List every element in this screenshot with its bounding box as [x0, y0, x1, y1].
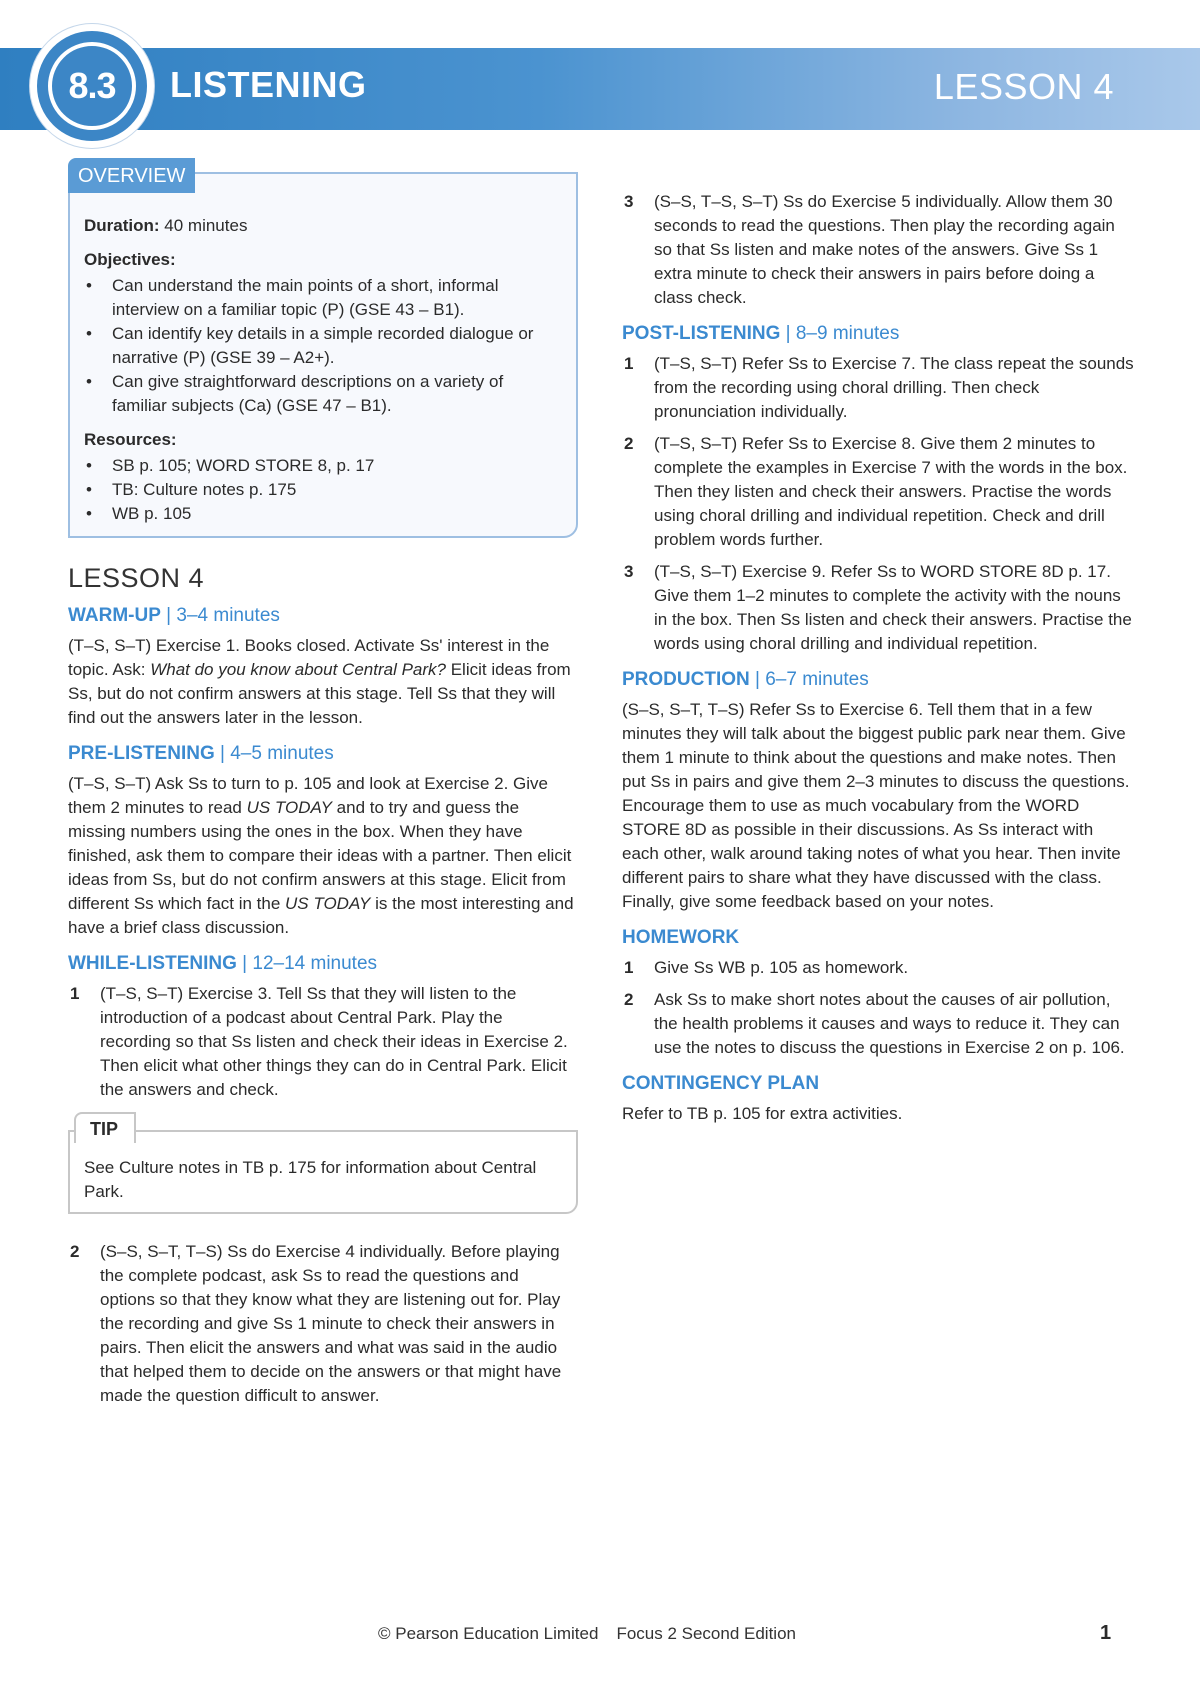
production-heading: PRODUCTION | 6–7 minutes: [622, 669, 869, 690]
list-item: [622, 432, 1134, 552]
list-item: [68, 982, 578, 1102]
tip-box: [68, 1119, 578, 1214]
resource-item: • SB p. 105; WORD STORE 8, p. 17: [84, 454, 562, 478]
item-number: 2: [624, 434, 634, 453]
resources-list: [84, 454, 562, 526]
copyright-text: © Pearson Education Limited: [378, 1624, 599, 1643]
prelistening-text: (T–S, S–T) Ask Ss to turn to p. 105 and look at Exercise 2. Give them 2 minutes to read US TODAY and to try and guess the missing numbers using the ones in the box. When they have finished, ask them to compare their ideas with a partner. Then elicit ideas from Ss, but do not confirm answers at this stage. Elicit from different Ss which fact in the US TODAY is the most interesting and have a brief class discussion.: [68, 774, 574, 937]
item-text: (T–S, S–T) Exercise 9. Refer Ss to WORD STORE 8D p. 17. Give them 1–2 minutes to complete the activity with the nouns in the box. Then Ss listen and check their answers. Practise the words using choral drilling and individual repetition.: [654, 562, 1132, 653]
list-item: [622, 988, 1134, 1060]
item-number: 3: [624, 562, 634, 581]
objective-item: • Can identify key details in a simple recorded dialogue or narrative (P) (GSE 39 – A2+).: [84, 322, 562, 370]
item-number: 1: [624, 958, 634, 977]
book-title: Focus 2 Second Edition: [616, 1624, 796, 1643]
objective-item: • Can understand the main points of a short, informal interview on a familiar topic (P) (GSE 43 – B1).: [84, 274, 562, 322]
item-number: 1: [624, 354, 634, 373]
duration-value: 40 minutes: [164, 216, 248, 235]
list-item: [622, 352, 1134, 424]
overview-box: [68, 165, 578, 538]
item-text: (T–S, S–T) Refer Ss to Exercise 8. Give them 2 minutes to complete the examples in Exercise 7 with the words in the box. Then they listen and check their answers. Practise the words using choral drilling and individual repetition. Check and drill problem words further.: [654, 434, 1128, 549]
resource-item: • TB: Culture notes p. 175: [84, 478, 562, 502]
tip-text: See Culture notes in TB p. 175 for information about Central Park.: [84, 1158, 537, 1201]
lesson-label: LESSON 4: [933, 66, 1114, 107]
page-title: LISTENING: [170, 64, 367, 105]
item-text: (S–S, T–S, S–T) Ss do Exercise 5 individually. Allow them 30 seconds to read the questions. Then play the recording again so that Ss listen and make notes of the answers. Give Ss 1 extra minute to check their answers in pairs before doing a class check.: [654, 192, 1115, 307]
overview-tab: OVERVIEW: [68, 158, 195, 193]
badge-ring: [37, 31, 147, 141]
item-text: (S–S, S–T, T–S) Ss do Exercise 4 individually. Before playing the complete podcast, ask Ss to read the questions and options so that they know what they are listening out for. Play the recording and give Ss 1 minute to check their answers in pairs. Then elicit the answers and what was said in the audio that helped them to decide on the answers or that might have made the question difficult to answer.: [100, 1242, 562, 1405]
objectives-heading: Objectives:: [84, 250, 176, 269]
item-number: 2: [624, 990, 634, 1009]
list-item: [622, 190, 1134, 310]
duration-label: Duration:: [84, 216, 160, 235]
lesson-heading: LESSON 4: [68, 563, 205, 593]
page-number: 1: [1100, 1622, 1112, 1644]
left-column: [68, 165, 578, 1416]
item-number: 2: [70, 1242, 80, 1261]
tip-label: TIP: [74, 1112, 136, 1143]
item-text: (T–S, S–T) Refer Ss to Exercise 7. The class repeat the sounds from the recording using choral drilling. Then check pronunciation individually.: [654, 354, 1134, 421]
prelistening-heading: PRE-LISTENING | 4–5 minutes: [68, 743, 334, 764]
list-item: [622, 560, 1134, 656]
whilelistening-heading: WHILE-LISTENING | 12–14 minutes: [68, 953, 378, 974]
homework-heading: HOMEWORK: [622, 927, 740, 948]
production-text: (S–S, S–T, T–S) Refer Ss to Exercise 6. Tell them that in a few minutes they will talk about the biggest public park near them. Give them 1 minute to think about the questions and make notes. Then put Ss in pairs and give them 2–3 minutes to discuss the questions. Encourage them to use as much vocabulary from the WORD STORE 8D as possible in their discussions. As Ss interact with each other, walk around taking notes of what you hear. Then invite different pairs to share what they have discussed with the class. Finally, give some feedback based on your notes.: [622, 700, 1130, 911]
contingency-text: Refer to TB p. 105 for extra activities.: [622, 1104, 903, 1123]
list-item: [622, 956, 1134, 980]
item-text: (T–S, S–T) Exercise 3. Tell Ss that they will listen to the introduction of a podcast about Central Park. Play the recording so that Ss listen and check their ideas in Exercise 2. Then elicit what other things they can do in Central Park. Elicit the answers and check.: [100, 984, 568, 1099]
warmup-text: (T–S, S–T) Exercise 1. Books closed. Activate Ss' interest in the topic. Ask: What do you know about Central Park? Elicit ideas from Ss, but do not confirm answers at this stage. Tell Ss that they will find out the answers later in the lesson.: [68, 636, 571, 727]
lesson-number-badge: [30, 24, 154, 148]
item-number: 3: [624, 192, 634, 211]
objective-item: • Can give straightforward descriptions on a variety of familiar subjects (Ca) (GSE 47 – B1).: [84, 370, 562, 418]
resource-item: • WB p. 105: [84, 502, 562, 526]
item-text: Ask Ss to make short notes about the causes of air pollution, the health problems it causes and ways to reduce it. They can use the notes to discuss the questions in Exercise 2 on p. 106.: [654, 990, 1125, 1057]
resources-heading: Resources:: [84, 430, 177, 449]
postlistening-heading: POST-LISTENING | 8–9 minutes: [622, 323, 900, 344]
item-text: Give Ss WB p. 105 as homework.: [654, 958, 909, 977]
list-item: [68, 1240, 578, 1408]
duration-line: [84, 214, 562, 238]
right-column: [622, 190, 1134, 1130]
item-number: 1: [70, 984, 80, 1003]
warmup-heading: WARM-UP | 3–4 minutes: [68, 605, 280, 626]
badge-number: 8.3: [48, 42, 136, 130]
objectives-list: [84, 274, 562, 418]
contingency-heading: CONTINGENCY PLAN: [622, 1073, 820, 1094]
footer-credits: [378, 1624, 796, 1644]
